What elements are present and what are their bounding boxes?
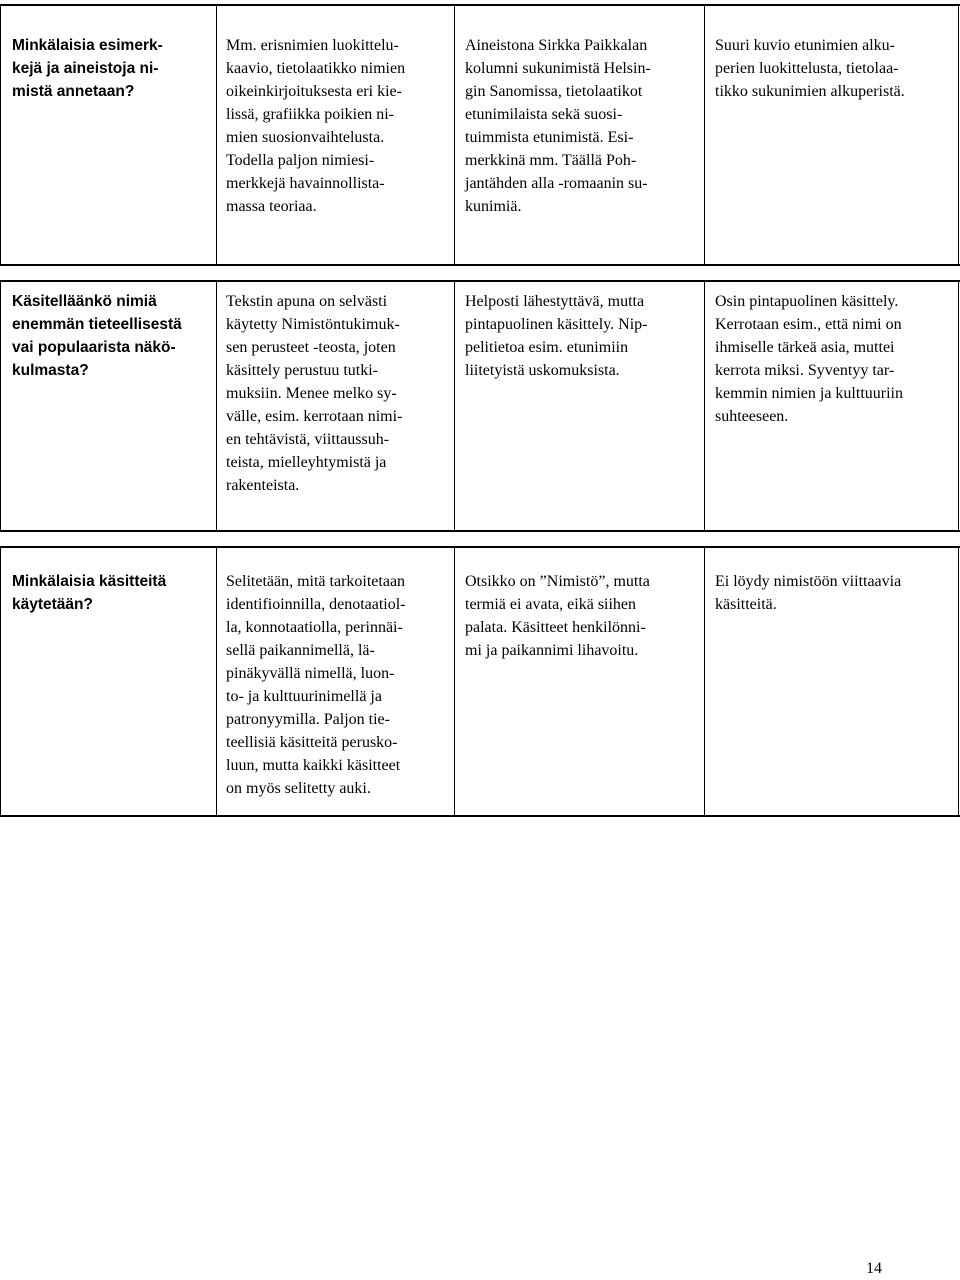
table-row <box>0 280 960 532</box>
table-cell: Selitetään, mitä tarkoitetaan identifioinnilla, denotaatiol- la, konnotaatiolla, perinnäi- sellä paikannimellä, lä- pinäkyvällä nimellä, luon- to- ja kulttuurinimellä ja patronyymilla. Paljon tie- teellisiä käsitteitä perusko- luun, mutta kaikki käsitteet on myös selitetty auki. <box>226 573 406 797</box>
table-row <box>0 560 960 815</box>
table-cell: Mm. erisnimien luokittelu- kaavio, tietolaatikko nimien oikeinkirjoituksesta eri kie- lissä, grafiikka poikien ni- mien suosionvaihtelusta. Todella paljon nimiesi- merkkejä havainnollista- massa teoriaa. <box>226 37 406 215</box>
row-question-cell: Minkälaisia käsitteitä käytetään? <box>12 573 167 613</box>
table-cell: Ei löydy nimistöön viittaavia käsitteitä. <box>715 573 902 613</box>
row-question-cell: Käsitelläänkö nimiä enemmän tieteellisestä vai populaarista näkö- kulmasta? <box>12 293 182 379</box>
table-cell: Helposti lähestyttävä, mutta pintapuolinen käsittely. Nip- pelitietoa esim. etunimiin liitetyistä uskomuksista. <box>465 293 648 379</box>
row-question-cell: Minkälaisia esimerk- kejä ja aineistoja ni- mistä annetaan? <box>12 37 163 100</box>
page-number: 14 <box>866 1260 882 1277</box>
table-cell: Osin pintapuolinen käsittely. Kerrotaan esim., että nimi on ihmiselle tärkeä asia, muttei kerrota miksi. Syventyy tar- kemmin nimien ja kulttuuriin suhteeseen. <box>715 293 903 425</box>
table-rule-bottom <box>0 815 960 817</box>
table-rule <box>0 546 960 548</box>
table-cell: Suuri kuvio etunimien alku- perien luokittelusta, tietolaa- tikko sukunimien alkuperistä. <box>715 37 905 100</box>
table-rule-top <box>0 4 960 6</box>
table-cell: Aineistona Sirkka Paikkalan kolumni sukunimistä Helsin- gin Sanomissa, tietolaatikot etunimilaista sekä suosi- tuimmista etunimistä. Esi- merkkinä mm. Täällä Poh- jantähden alla -romaanin su- kunimiä. <box>465 37 651 215</box>
table-cell: Tekstin apuna on selvästi käytetty Nimistöntukimuk- sen perusteet -teosta, joten käsittely perustuu tutki- muksiin. Menee melko sy- välle, esim. kerrotaan nimi- en tehtävistä, viittaussuh- teista, mielleyhtymistä ja rakenteista. <box>226 293 403 494</box>
table-row <box>0 24 960 266</box>
table-cell: Otsikko on ”Nimistö”, mutta termiä ei avata, eikä siihen palata. Käsitteet henkilönni- mi ja paikannimi lihavoitu. <box>465 573 650 659</box>
